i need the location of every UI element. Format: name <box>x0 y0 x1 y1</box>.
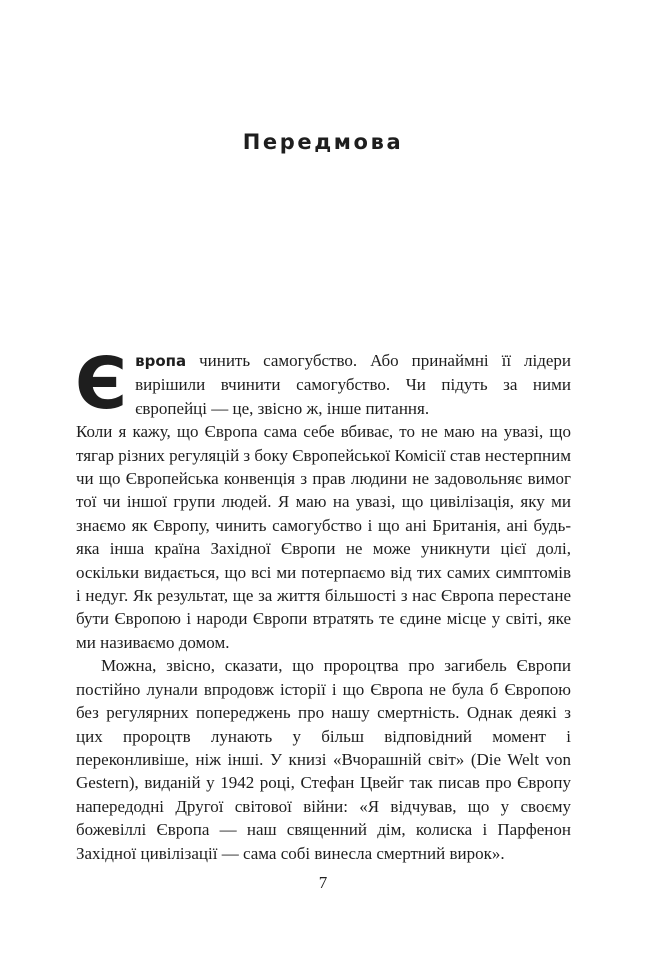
drop-cap: Є <box>75 342 128 425</box>
page-number: 7 <box>318 873 328 892</box>
paragraph-1 <box>75 342 571 425</box>
paragraph-1-text: чинить самогубство. Або принаймні її лідери вирішили вчинити самогубство. Чи підуть за ними європейці — це, звісно ж, інше питання. <box>135 351 571 418</box>
lead-word: вропа <box>135 352 187 370</box>
chapter-title: Передмова <box>242 130 404 154</box>
paragraph-2: Коли я кажу, що Європа сама себе вбиває, то не маю на увазі, що тягар різних регуляцій з боку Європейської Комісії став нестерпним чи що Європейська конвенція з прав людини не задовольняє вимог тої чи іншої групи людей. Я маю на увазі, що цивілізація, яку ми знаємо як Європу, чинить самогубство і що ані Британія, ані будь-яка інша країна Західної Європи не може уникнути цієї долі, оскільки видається, що всі ми потерпаємо від тих самих симптомів і недуг. Як результат, ще за життя більшості з нас Європа перестане бути Європою і народи Європи втратять те єдине місце у світі, яке ми називаємо домом. <box>76 422 571 652</box>
paragraph-3: Можна, звісно, сказати, що пророцтва про загибель Європи постійно лунали впродовж історії і що Європа не була б Європою без регулярних попереджень про нашу смертність. Однак деякі з цих пророцтв лунають у більш відповідний момент і переконливіше, ніж інші. У книзі «Вчорашній світ» (Die Welt von Gestern), виданій у 1942 році, Стефан Цвейг так писав про Європу напередодні Другої світової війни: «Я відчував, що у своєму божевіллі Європа — наш священний дім, колиска і Парфенон Західної цивілізації — сама собі винесла смертний вирок». <box>76 656 571 863</box>
body-text <box>75 342 571 865</box>
